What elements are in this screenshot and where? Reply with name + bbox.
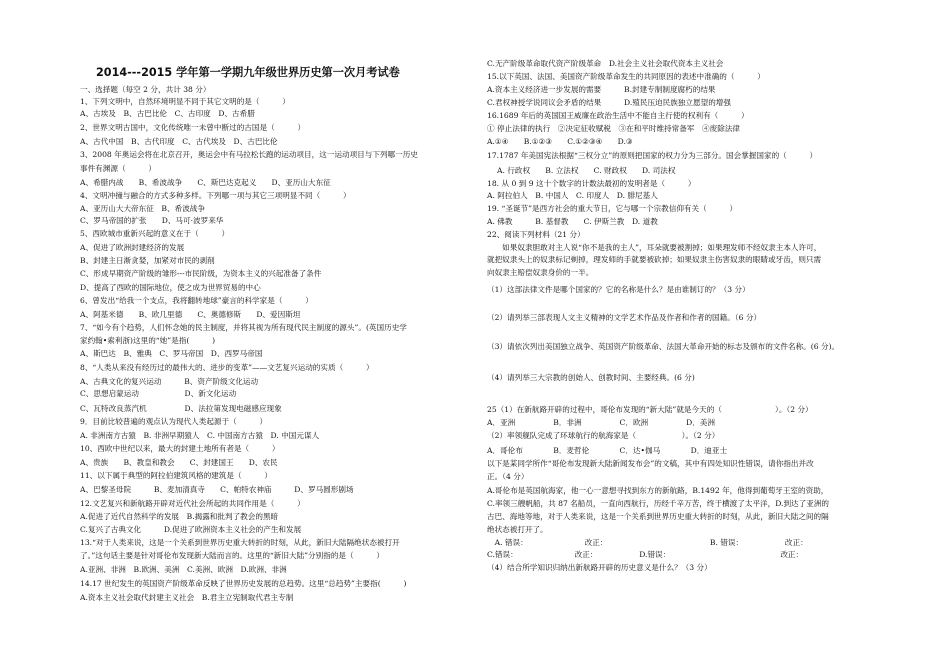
left-line: C、形成早期资产阶级的雏形---市民阶级，为资本主义的兴起准备了条件 <box>80 269 322 278</box>
right-line: 正。（4 分） <box>487 472 529 481</box>
right-line: （4）结合所学知识归纳出新航路开辟的历史意义是什么？（3 分） <box>487 563 712 572</box>
right-line: C.错误： 改正： D.错误： 改正： <box>487 550 804 559</box>
left-line: 13.“对于人类来说，这是一个关系到世界历史重大转折的时刻，从此，新旧大陆隔绝状态被打开 <box>80 538 400 547</box>
left-line: 11、以下属于典型的阿拉伯建筑风格的建筑是（ ） <box>80 471 272 480</box>
right-line: （2）请列举三部表现人文主义精神的文学艺术作品及作者和作者的国籍。（6 分） <box>487 313 762 322</box>
right-line: A. 行政权 B. 立法权 C. 财政权 D. 司法权 <box>497 166 676 175</box>
left-line: A、阿基米德 B、欧几里德 C、奥德修斯 D、爱因斯坦 <box>80 310 301 319</box>
left-line: D、提高了西欧的国际地位，使之成为世界贸易的中心 <box>80 283 261 292</box>
left-line: 6、曾发出“给我一个支点，我将翻转地球”豪言的科学家是（ ） <box>80 296 313 305</box>
left-line: A、古埃及 B、古巴比伦 C、古印度 D、古希腊 <box>80 109 255 118</box>
right-line: 25（1）在新航路开辟的过程中，哥伦布发现的“新大陆”就是今天的（ ）。（2 分） <box>487 405 813 414</box>
left-line: A. 非洲南方古猿 B. 非洲早期猿人 C. 中国南方古猿 D. 中国元谋人 <box>80 431 320 440</box>
right-line: A．亚洲 B．非洲 C．欧洲 D．美洲 <box>487 418 715 427</box>
right-line: 就把奴隶头上的奴隶标记剃掉，理发师的手就要被砍掉；如果奴隶主伤害奴隶的眼睛或牙齿，则只需 <box>487 255 822 264</box>
left-line: A、希腊内战 B、希波战争 C、斯巴达克起义 D、亚历山大东征 <box>80 178 331 187</box>
right-line: 16.1689 年后的英国国王威廉在政治生活中不能自主行使的权利有（ ） <box>487 111 749 120</box>
left-line: 5、西欧城市重新兴起的意义在于（ ） <box>80 229 230 238</box>
right-line: A.哥伦布是英国航海家，他一心一意想寻找到东方的新航路，B.1492 年，他得到葡萄牙王室的资助， <box>487 486 829 495</box>
right-line: A.资本主义经济进一步发展的需要 B.封建专制制度腐朽的结果 <box>487 85 716 94</box>
left-line: 7、“如今有个趋势，人们怀念她的民主制度，并将其视为所有现代民主制度的源头”。(英国历史学 <box>80 323 407 332</box>
left-line: A、亚历山大大帝东征 B、希波战争 <box>80 204 205 213</box>
right-line: A．哥伦布 B．麦哲伦 C．达•伽马 D．迪亚士 <box>487 446 728 455</box>
left-line: A.资本主义社会取代封建主义社会 B.君主立宪制取代君主专制 <box>80 593 294 602</box>
left-line: 了。”这句话主要是针对哥伦布发现新大陆而言的。这里的“新旧大陆”分别指的是（ ） <box>80 551 384 560</box>
left-line: 2、世界文明古国中，文化传统唯一未曾中断过的古国是（ ） <box>80 123 306 132</box>
right-line: 绝状态被打开了。 <box>487 525 548 534</box>
right-line: 19. “圣诞节”是西方社会的重大节日，它与哪一个宗教信仰有关（ ） <box>487 204 738 213</box>
left-line: A、古代中国 B、古代印度 C、古代埃及 D、古巴比伦 <box>80 137 278 146</box>
left-line: A、古典文化的复兴运动 B、资产阶级文化运动 <box>80 377 259 386</box>
left-line: 事件有渊源（ ） <box>80 164 156 173</box>
left-line: A、斯巴达 B、雅典 C、罗马帝国 D、西罗马帝国 <box>80 349 263 358</box>
right-line: C.率领三艘帆船，共 87 名船员，一直向西航行，历经千辛万苦，终于横渡了太平洋，D.到达了亚洲的 <box>487 499 830 508</box>
right-line: （1）这部法律文件是哪个国家的？它的名称是什么？是由谁制订的？（3 分） <box>487 285 750 294</box>
left-line: A、贵族 B、教皇和教会 C、封建国王 D、农民 <box>80 458 278 467</box>
left-line: A、促进了欧洲封建经济的发展 <box>80 243 185 252</box>
left-line: 8、“人类从来没有经历过的最伟大的、进步的变革”——文艺复兴运动的实质（ ） <box>80 363 374 372</box>
right-line: （4）请列举三大宗教的创始人、创教时间、主要经典。(6 分) <box>487 373 695 382</box>
right-line: C.无产阶级革命取代资产阶级革命 D.社会主义社会取代资本主义社会 <box>487 59 724 68</box>
left-line: 10、西欧中世纪以来，最大的封建土地所有者是（ ） <box>80 444 280 453</box>
left-line: B、封建主日渐贪婪，加紧对市民的剥削 <box>80 256 215 265</box>
right-line: （2）率领舰队完成了环球航行的航海家是（ ）。（2 分） <box>487 431 720 440</box>
right-line: A. 阿拉伯人 B. 中国人 C. 印度人 D. 腓尼基人 <box>487 191 658 200</box>
right-line: 向奴隶主赔偿奴隶身价的一半。 <box>487 268 594 277</box>
right-line: 17.1787 年美国宪法根据“三权分立”的原则把国家的权力分为三部分。国会掌握国家的（ ） <box>487 151 818 160</box>
exam-title: 2014---2015 学年第一学期九年级世界历史第一次月考试卷 <box>96 66 400 79</box>
right-line: 15.以下英国、法国、美国资产阶级革命发生的共同原因的表述中准确的（ ） <box>487 72 765 81</box>
left-line: C、罗马帝国的扩张 D、马可·波罗来华 <box>80 216 224 225</box>
right-line: 古巴、海地等地，对于人类来说，这是一个关系到世界历史重大转折的时刻，从此，新旧大陆之间的隔 <box>487 512 829 521</box>
right-line: A. 错误： 改正： B. 错误： 改正： <box>487 538 808 547</box>
left-line: A.亚洲、非洲 B.欧洲、美洲 C.美洲、欧洲 D.欧洲、非洲 <box>80 565 287 574</box>
right-line: （3）请依次列出美国独立战争、英国资产阶级革命、法国大革命开始的标志及颁布的文件名称。(6 分)。 <box>487 342 840 351</box>
right-line: 22、阅读下列材料（21 分） <box>487 230 585 239</box>
right-line: A.①④ B.①②③ C.①②③④ D.③ <box>487 137 633 146</box>
left-line: 4、文明冲撞与融合的方式多种多样。下列哪一项与其它三项明显不同（ ） <box>80 191 351 200</box>
left-line: 家约翰•索利浙)这里的“她”是指( ) <box>80 336 216 345</box>
left-line: C、瓦特改良蒸汽机 D、法拉第发现电磁感应现象 <box>80 404 282 413</box>
left-line: A、巴黎圣母院 B、麦加清真寺 C、帕特农神庙 D、罗马圆形剧场 <box>80 485 354 494</box>
left-line: 9．目前比较普遍的观点认为现代人类起源于（ ） <box>80 417 268 426</box>
right-line: 以下是某同学所作“哥伦布发现新大陆新闻发布会”的文稿，其中有四处知识性错误，请你指出并改 <box>487 459 814 468</box>
left-line: A.促进了近代自然科学的发展 B.揭露和批判了教会的黑暗 <box>80 512 279 521</box>
right-line: 如果奴隶胆敢对主人说“你不是我的主人”，耳朵就要被割掉；如果理发师不经奴隶主本人许可， <box>487 243 822 252</box>
left-line: 12.文艺复兴和新航路开辟对近代社会所起的共同作用是（ ） <box>80 499 305 508</box>
left-line: 14.17 世纪发生的英国资产阶级革命反映了世界历史发展的总趋势。这里“总趋势”主要指( ) <box>80 579 407 588</box>
left-line: 3、2008 年奥运会将在北京召开，奥运会中有马拉松长跑的运动项目，这一运动项目与下列哪一历史 <box>80 150 418 159</box>
left-line: C.复兴了古典文化 D.促进了欧洲资本主义社会的产生和发展 <box>80 525 302 534</box>
right-line: ① 停止法律的执行 ②决定征收赋税 ③在和平时维持常备军 ④废除法律 <box>487 124 741 133</box>
left-line: C、思想启蒙运动 D、新文化运动 <box>80 389 237 398</box>
right-line: C.君权神授学说同议会矛盾的结果 D.殖民压迫民族独立愿望的增强 <box>487 98 731 107</box>
left-line: 一、选择题（每空 2 分，共计 38 分） <box>80 85 211 94</box>
right-line: 18. 从 0 到 9 这十个数字的计数法最初的发明者是（ ） <box>487 179 696 188</box>
left-line: 1、下列文明中，自然环境明显不同于其它文明的是（ ） <box>80 97 290 106</box>
right-line: A. 佛教 B. 基督教 C. 伊斯兰教 D. 道教 <box>487 217 658 226</box>
